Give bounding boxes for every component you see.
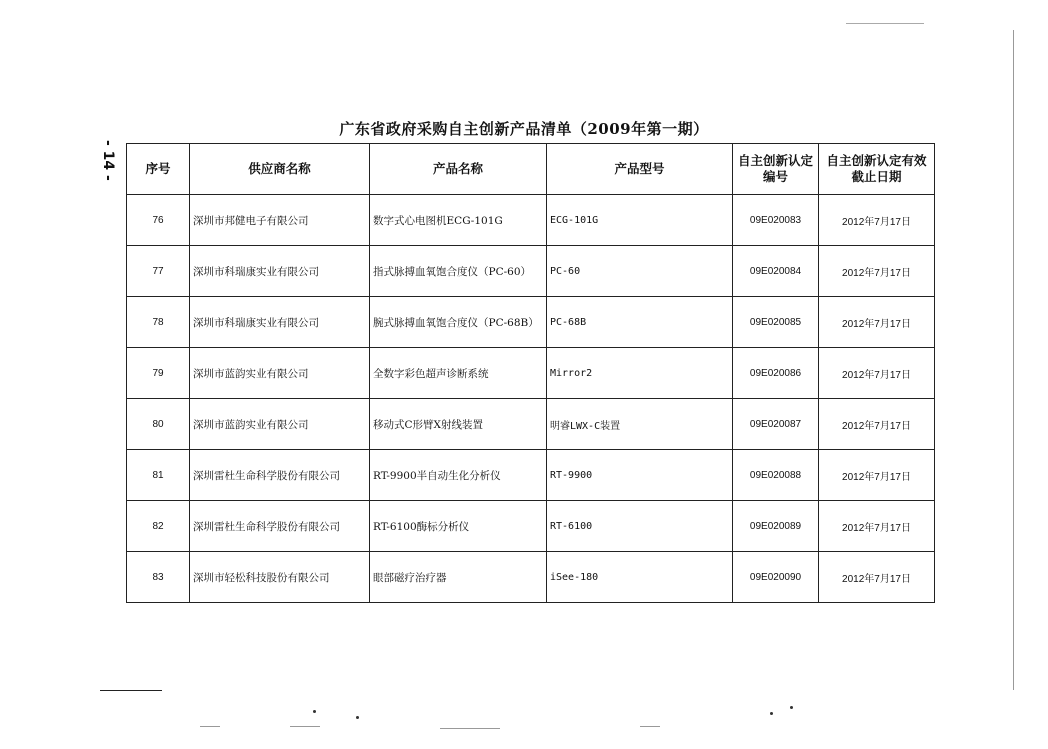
cell-expiry: 2012年7月17日 (819, 501, 935, 552)
cell-cert-no: 09E020085 (733, 297, 819, 348)
page-number: - 14 - (100, 140, 116, 181)
cell-seq: 77 (127, 246, 190, 297)
cell-product-name: 指式脉搏血氧饱合度仪（PC-60） (370, 246, 547, 297)
cell-product-name: RT-6100酶标分析仪 (370, 501, 547, 552)
cell-cert-no: 09E020084 (733, 246, 819, 297)
table-row (127, 297, 935, 348)
header-cert-no: 自主创新认定编号 (733, 144, 819, 195)
table-row (127, 399, 935, 450)
cell-model: PC-68B (547, 297, 733, 348)
cell-seq: 79 (127, 348, 190, 399)
scan-artifact-dot (356, 716, 359, 719)
cell-cert-no: 09E020083 (733, 195, 819, 246)
cell-expiry: 2012年7月17日 (819, 450, 935, 501)
cell-supplier: 深圳雷杜生命科学股份有限公司 (190, 501, 370, 552)
cell-seq: 81 (127, 450, 190, 501)
table-row (127, 552, 935, 603)
scan-artifact-bottom-dashes (290, 726, 320, 727)
cell-supplier: 深圳市轻松科技股份有限公司 (190, 552, 370, 603)
cell-supplier: 深圳市蓝韵实业有限公司 (190, 399, 370, 450)
cell-cert-no: 09E020089 (733, 501, 819, 552)
cell-seq: 76 (127, 195, 190, 246)
cell-supplier: 深圳市邦健电子有限公司 (190, 195, 370, 246)
cell-seq: 78 (127, 297, 190, 348)
cell-seq: 83 (127, 552, 190, 603)
cell-model: RT-9900 (547, 450, 733, 501)
scan-artifact-dot (313, 710, 316, 713)
cell-model: RT-6100 (547, 501, 733, 552)
cell-seq: 82 (127, 501, 190, 552)
header-product-name: 产品名称 (370, 144, 547, 195)
table-row (127, 450, 935, 501)
header-supplier: 供应商名称 (190, 144, 370, 195)
cell-expiry: 2012年7月17日 (819, 246, 935, 297)
scan-artifact-top-dashes (846, 23, 924, 24)
cell-product-name: 移动式C形臂X射线装置 (370, 399, 547, 450)
cell-model: PC-60 (547, 246, 733, 297)
cell-expiry: 2012年7月17日 (819, 195, 935, 246)
cell-supplier: 深圳市科瑞康实业有限公司 (190, 246, 370, 297)
scan-artifact-bottom-dashes (440, 728, 500, 729)
scan-artifact-dot (770, 712, 773, 715)
scan-artifact-right-edge (1013, 30, 1014, 690)
cell-product-name: RT-9900半自动生化分析仪 (370, 450, 547, 501)
product-table (126, 143, 935, 603)
cell-model: iSee-180 (547, 552, 733, 603)
cell-cert-no: 09E020090 (733, 552, 819, 603)
table-row (127, 246, 935, 297)
cell-model: ECG-101G (547, 195, 733, 246)
table-row (127, 195, 935, 246)
header-seq: 序号 (127, 144, 190, 195)
cell-expiry: 2012年7月17日 (819, 399, 935, 450)
cell-supplier: 深圳市科瑞康实业有限公司 (190, 297, 370, 348)
scan-artifact-dot (790, 706, 793, 709)
page-title: 广东省政府采购自主创新产品清单（2009年第一期） (339, 120, 709, 138)
cell-product-name: 腕式脉搏血氧饱合度仪（PC-68B） (370, 297, 547, 348)
cell-expiry: 2012年7月17日 (819, 297, 935, 348)
header-model: 产品型号 (547, 144, 733, 195)
cell-supplier: 深圳雷杜生命科学股份有限公司 (190, 450, 370, 501)
cell-model: Mirror2 (547, 348, 733, 399)
cell-supplier: 深圳市蓝韵实业有限公司 (190, 348, 370, 399)
cell-expiry: 2012年7月17日 (819, 348, 935, 399)
table-row (127, 501, 935, 552)
cell-cert-no: 09E020086 (733, 348, 819, 399)
scan-artifact-footer-line (100, 690, 162, 691)
cell-seq: 80 (127, 399, 190, 450)
cell-model: 明睿LWX-C装置 (547, 399, 733, 450)
header-expiry: 自主创新认定有效截止日期 (819, 144, 935, 195)
cell-cert-no: 09E020088 (733, 450, 819, 501)
table-header-row (127, 144, 935, 195)
cell-product-name: 眼部磁疗治疗器 (370, 552, 547, 603)
cell-expiry: 2012年7月17日 (819, 552, 935, 603)
cell-product-name: 数字式心电图机ECG-101G (370, 195, 547, 246)
cell-cert-no: 09E020087 (733, 399, 819, 450)
scan-artifact-bottom-dashes (200, 726, 220, 727)
table-row (127, 348, 935, 399)
cell-product-name: 全数字彩色超声诊断系统 (370, 348, 547, 399)
scan-artifact-bottom-dashes (640, 726, 660, 727)
